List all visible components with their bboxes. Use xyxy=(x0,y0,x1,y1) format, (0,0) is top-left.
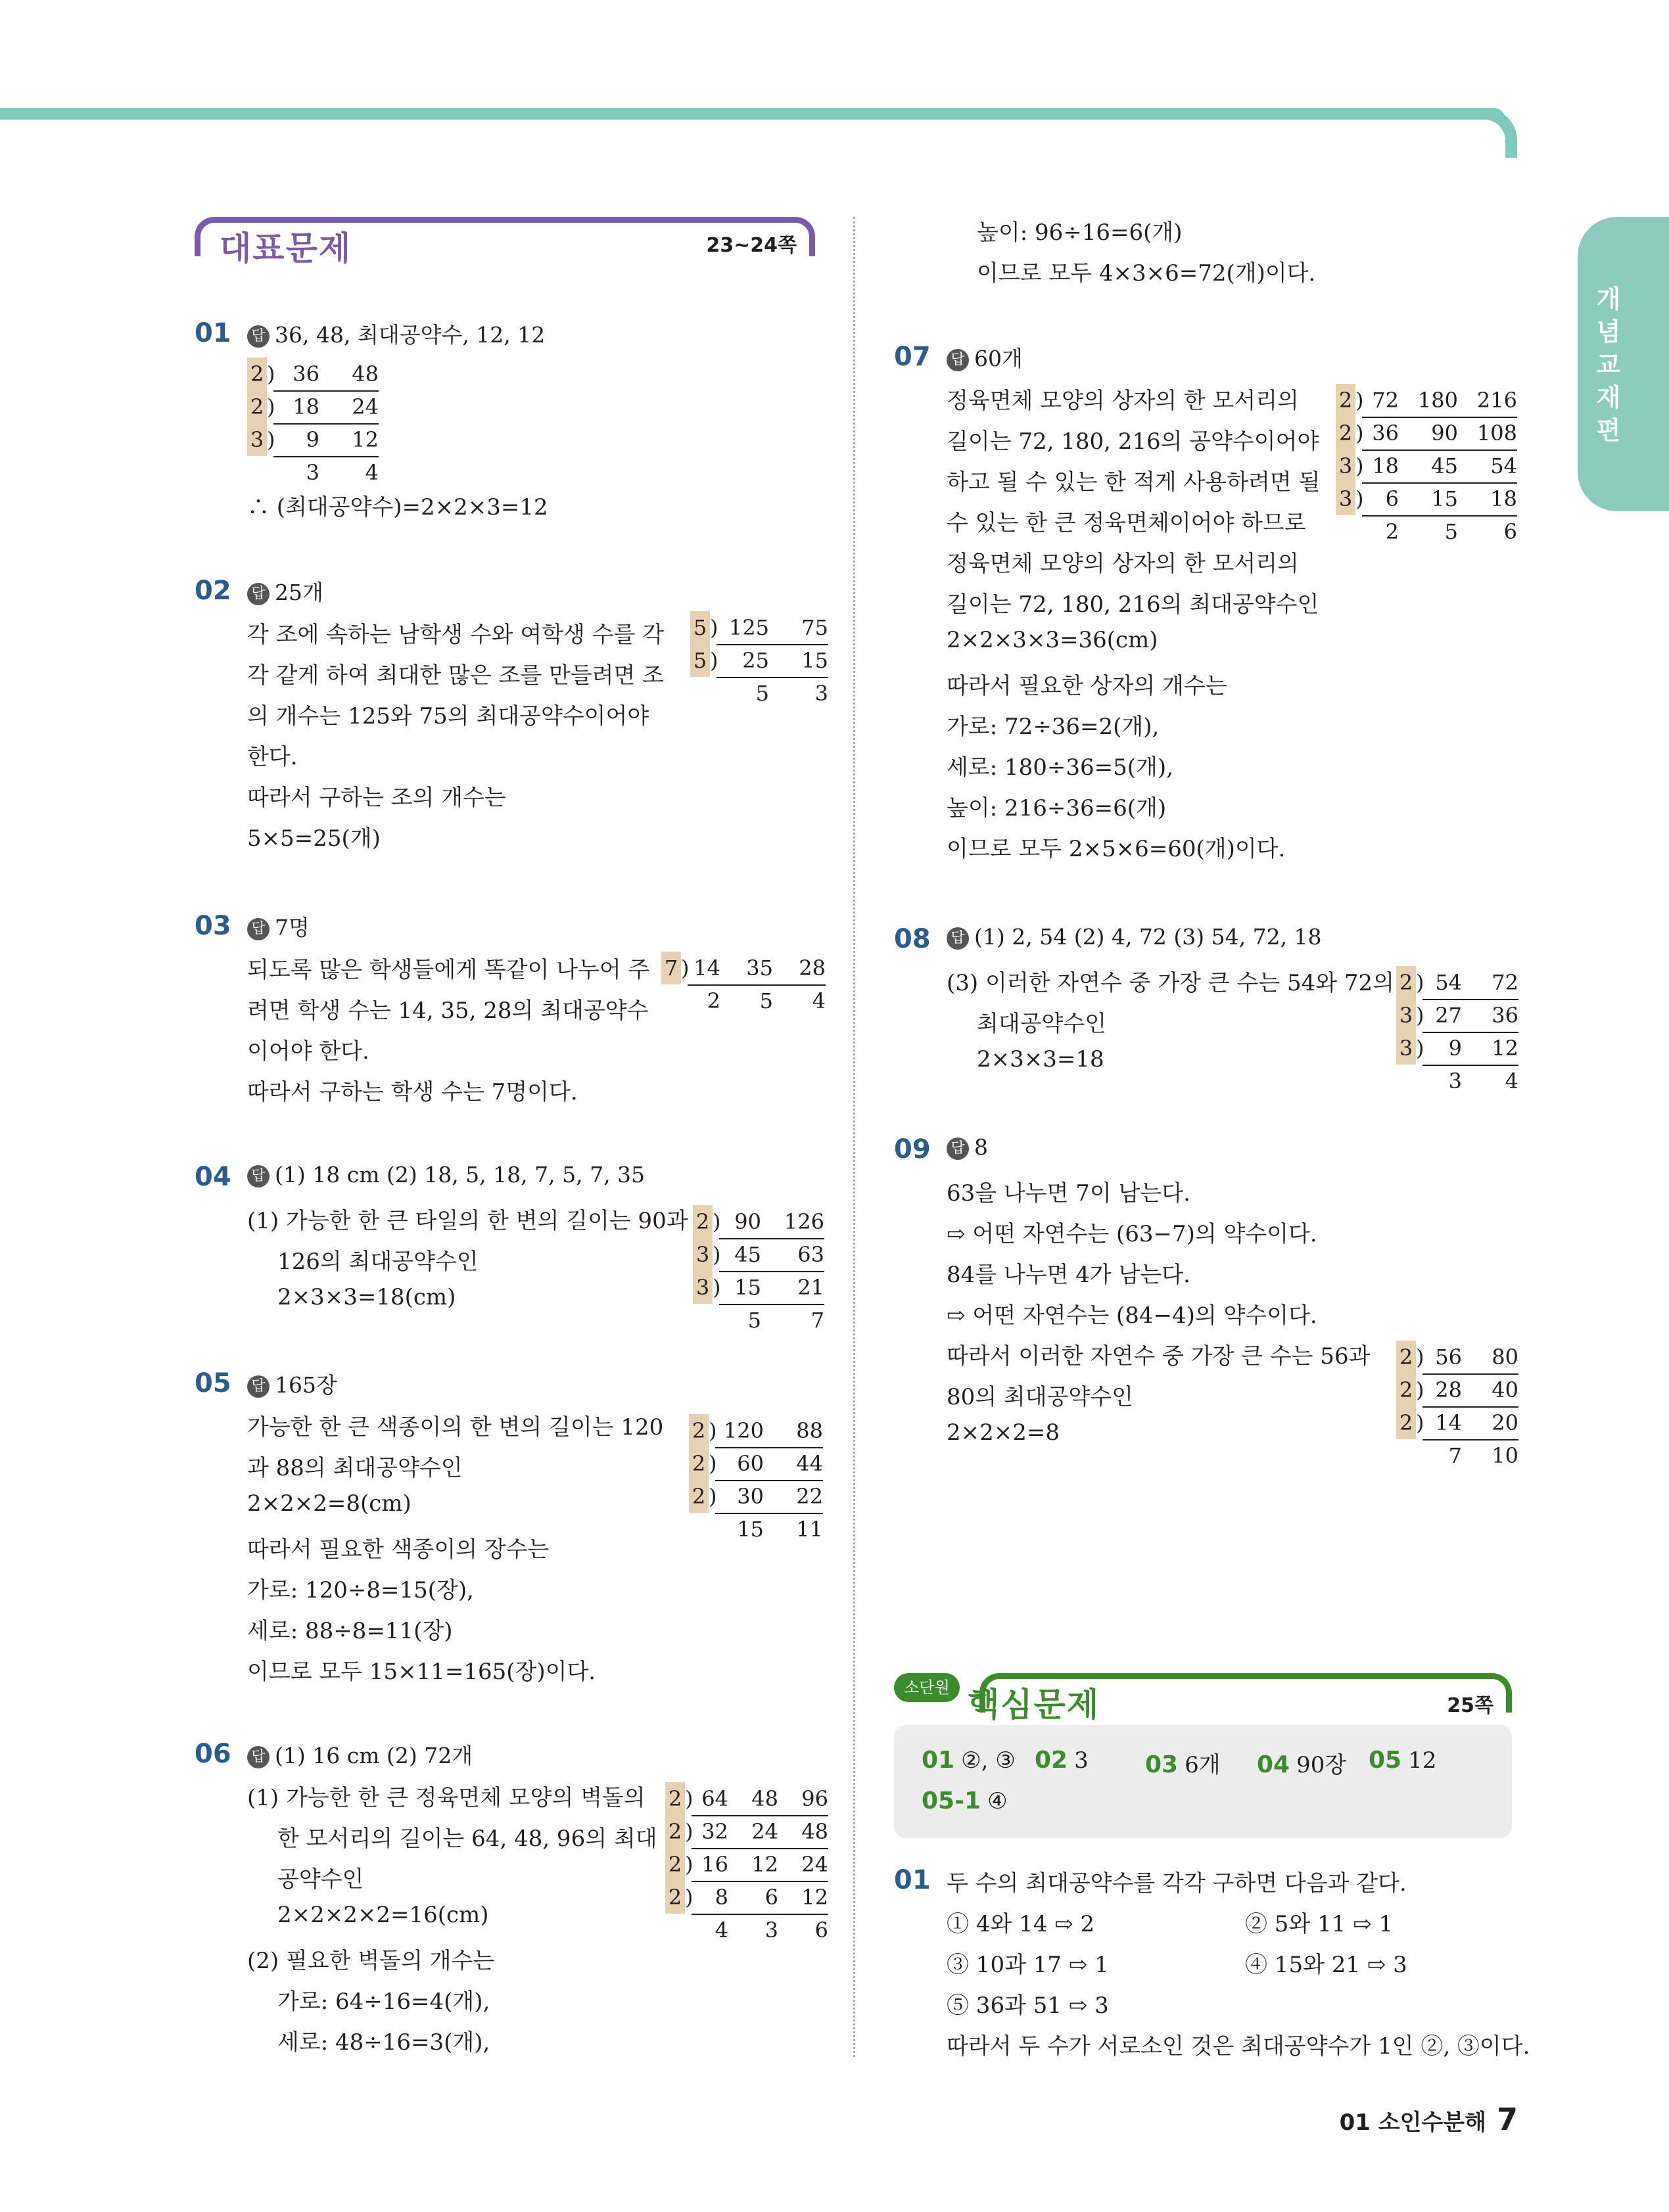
q05-line: 세로: 88÷8=11(장) xyxy=(247,1618,453,1644)
q02-division: 5 ) 125 75 5 ) 25 15 5 3 xyxy=(690,611,828,710)
q03-division: 7 ) 14 35 28 2 5 4 xyxy=(661,952,826,1017)
q03-number: 03 xyxy=(195,911,231,941)
q09-line: 2×2×2=8 xyxy=(947,1419,1060,1446)
q05-number: 05 xyxy=(195,1368,231,1398)
q04-line: 126의 최대공약수인 xyxy=(277,1249,479,1275)
right-section-header xyxy=(894,1673,1512,1724)
q02-number: 02 xyxy=(195,576,231,606)
q08-line: 2×3×3=18 xyxy=(977,1046,1104,1072)
page-number: 7 xyxy=(1496,2102,1518,2137)
q08-line: 최대공약수인 xyxy=(977,1011,1107,1037)
q07-line: 따라서 필요한 상자의 개수는 xyxy=(947,673,1227,699)
core-answer: 05 12 xyxy=(1369,1747,1437,1774)
q08-line: (3) 이러한 자연수 중 가장 큰 수는 54와 72의 xyxy=(947,970,1394,996)
q06-cont-line: 이므로 모두 4×3×6=72(개)이다. xyxy=(977,260,1316,287)
q05-division: 2 ) 120 88 2 ) 60 44 2 ) 30 22 15 11 xyxy=(689,1414,823,1546)
q09-line: ⇨ 어떤 자연수는 (63−7)의 약수이다. xyxy=(947,1221,1317,1247)
q01-division: 2 ) 36 48 2 ) 18 24 3 ) 9 12 3 4 xyxy=(247,357,379,489)
core-q01-item: ③ 10과 17 ⇨ 1 xyxy=(947,1952,1109,1978)
core-q01-item: ⑤ 36과 51 ⇨ 3 xyxy=(947,1993,1109,2019)
core-q01-number: 01 xyxy=(894,1865,931,1895)
core-q01-item: ④ 15와 21 ⇨ 3 xyxy=(1245,1952,1407,1978)
q09-line: 따라서 이러한 자연수 중 가장 큰 수는 56과 xyxy=(947,1343,1371,1370)
q06-line: (2) 필요한 벽돌의 개수는 xyxy=(247,1948,495,1974)
page-footer xyxy=(1340,2102,1518,2137)
q09-division: 2 ) 56 80 2 ) 28 40 2 ) 14 20 7 10 xyxy=(1396,1341,1518,1472)
q09-line: 84를 나누면 4가 남는다. xyxy=(947,1262,1190,1288)
core-answer: 04 90장 xyxy=(1257,1751,1347,1778)
q08-answer: 답 (1) 2, 54 (2) 4, 72 (3) 54, 72, 18 xyxy=(947,924,1322,950)
answer-badge-icon: 답 xyxy=(947,349,969,371)
q07-line: 길이는 72, 180, 216의 공약수이어야 xyxy=(947,428,1319,455)
left-section-header xyxy=(195,217,815,267)
core-q01-item: ① 4와 14 ⇨ 2 xyxy=(947,1911,1095,1937)
q02-line: 각 같게 하여 최대한 많은 조를 만들려면 조 xyxy=(247,662,664,689)
q02-line: 각 조에 속하는 남학생 수와 여학생 수를 각 xyxy=(247,622,664,648)
q07-line: 길이는 72, 180, 216의 최대공약수인 xyxy=(947,591,1319,618)
q04-division: 2 ) 90 126 3 ) 45 63 3 ) 15 21 5 7 xyxy=(693,1205,824,1337)
section-page: 25쪽 xyxy=(1447,1694,1493,1717)
section-title: 핵심문제 xyxy=(968,1686,1100,1724)
q07-line: 가로: 72÷36=2(개), xyxy=(947,714,1160,740)
q08-division: 2 ) 54 72 3 ) 27 36 3 ) 9 12 3 4 xyxy=(1396,966,1518,1097)
q05-line: 따라서 필요한 색종이의 장수는 xyxy=(247,1536,550,1563)
q05-line: 과 88의 최대공약수인 xyxy=(247,1455,463,1481)
q01-line: ∴ (최대공약수)=2×2×3=12 xyxy=(247,494,548,520)
q04-number: 04 xyxy=(195,1162,231,1192)
answer-badge-icon: 답 xyxy=(247,1746,270,1768)
q06-line: 공약수인 xyxy=(277,1866,364,1893)
side-tab-label: 개념교재편 xyxy=(1596,285,1621,445)
q06-line: 세로: 48÷16=3(개), xyxy=(277,2029,490,2056)
section-page: 23~24쪽 xyxy=(706,234,797,257)
q03-line: 따라서 구하는 학생 수는 7명이다. xyxy=(247,1079,578,1105)
q02-line: 5×5=25(개) xyxy=(247,825,381,852)
q06-answer: 답 (1) 16 cm (2) 72개 xyxy=(247,1739,473,1770)
answer-badge-icon: 답 xyxy=(247,325,270,348)
answer-badge-icon: 답 xyxy=(247,583,270,605)
q05-line: 이므로 모두 15×11=165(장)이다. xyxy=(247,1659,596,1685)
top-bar xyxy=(0,108,1505,120)
q09-number: 09 xyxy=(894,1134,931,1164)
answer-badge-icon: 답 xyxy=(947,1138,969,1160)
q01-answer xyxy=(247,318,545,349)
q06-division: 2 ) 64 48 96 2 ) 32 24 48 2 ) 16 12 24 2 ) 8 6 12 4 3 6 xyxy=(665,1782,828,1947)
core-answer: 03 6개 xyxy=(1145,1751,1221,1778)
core-q01-conclusion: 따라서 두 수가 서로소인 것은 최대공약수가 1인 ②, ③이다. xyxy=(947,2033,1530,2060)
q06-line: 2×2×2×2=16(cm) xyxy=(277,1902,489,1928)
q06-cont-line: 높이: 96÷16=6(개) xyxy=(977,219,1183,246)
side-tab xyxy=(1578,217,1669,511)
answer-badge-icon: 답 xyxy=(247,1375,270,1398)
q04-line: (1) 가능한 한 큰 타일의 한 변의 길이는 90과 xyxy=(247,1208,688,1234)
q08-number: 08 xyxy=(894,924,931,954)
q05-line: 2×2×2=8(cm) xyxy=(247,1490,411,1517)
q06-line: 가로: 64÷16=4(개), xyxy=(277,1989,490,2015)
q01-number: 01 xyxy=(195,318,231,348)
section-title: 대표문제 xyxy=(220,229,352,267)
q06-number: 06 xyxy=(195,1739,231,1769)
q07-number: 07 xyxy=(894,342,931,372)
q04-answer: 답 (1) 18 cm (2) 18, 5, 18, 7, 5, 7, 35 xyxy=(247,1162,645,1187)
q03-line: 되도록 많은 학생들에게 똑같이 나누어 주 xyxy=(247,957,650,983)
core-answer: 02 3 xyxy=(1035,1747,1089,1774)
q02-answer: 답 25개 xyxy=(247,576,323,607)
q07-line: 높이: 216÷36=6(개) xyxy=(947,795,1167,821)
q07-line: 하고 될 수 있는 한 적게 사용하려면 될 xyxy=(947,469,1321,495)
core-answer: 01 ②, ③ xyxy=(922,1747,1016,1774)
q07-answer: 답 60개 xyxy=(947,342,1023,373)
q07-line: 수 있는 한 큰 정육면체이어야 하므로 xyxy=(947,510,1306,536)
q01-answer-text: 36, 48, 최대공약수, 12, 12 xyxy=(275,322,546,348)
q06-line: 한 모서리의 길이는 64, 48, 96의 최대 xyxy=(277,1826,657,1852)
answer-badge-icon: 답 xyxy=(947,927,969,950)
q07-line: 정육면체 모양의 상자의 한 모서리의 xyxy=(947,551,1299,577)
q04-line: 2×3×3=18(cm) xyxy=(277,1284,456,1310)
answer-badge-icon: 답 xyxy=(247,918,270,940)
footer-chapter: 01 소인수분해 xyxy=(1339,2109,1486,2136)
core-q01-intro: 두 수의 최대공약수를 각각 구하면 다음과 같다. xyxy=(947,1870,1407,1897)
q05-line: 가능한 한 큰 색종이의 한 변의 길이는 120 xyxy=(247,1414,664,1440)
q02-line: 따라서 구하는 조의 개수는 xyxy=(247,785,506,811)
q03-line: 이어야 한다. xyxy=(247,1038,369,1065)
q03-answer: 답 7명 xyxy=(247,911,310,942)
q07-division: 2 ) 72 180 216 2 ) 36 90 108 3 ) 18 45 54 3 ) 6 15 18 2 5 6 xyxy=(1336,384,1517,548)
q05-answer: 답 165장 xyxy=(247,1368,337,1399)
top-bar-curve xyxy=(1478,108,1517,158)
q09-line: 80의 최대공약수인 xyxy=(947,1384,1133,1410)
section-badge: 소단원 xyxy=(894,1673,960,1702)
q07-line: 이므로 모두 2×5×6=60(개)이다. xyxy=(947,836,1286,862)
q02-line: 한다. xyxy=(247,744,298,770)
q06-line: (1) 가능한 한 큰 정육면체 모양의 벽돌의 xyxy=(247,1785,646,1811)
core-q01-item: ② 5와 11 ⇨ 1 xyxy=(1245,1911,1394,1937)
answer-badge-icon: 답 xyxy=(247,1165,270,1187)
q09-answer: 답 8 xyxy=(947,1134,988,1160)
core-answer: 05-1 ④ xyxy=(922,1787,1008,1814)
q07-line: 정육면체 모양의 상자의 한 모서리의 xyxy=(947,388,1299,414)
q02-line: 의 개수는 125와 75의 최대공약수이어야 xyxy=(247,703,649,729)
q09-line: ⇨ 어떤 자연수는 (84−4)의 약수이다. xyxy=(947,1302,1317,1329)
column-divider xyxy=(853,217,855,2057)
q09-line: 63을 나누면 7이 남는다. xyxy=(947,1180,1190,1207)
q05-line: 가로: 120÷8=15(장), xyxy=(247,1577,474,1603)
q07-line: 세로: 180÷36=5(개), xyxy=(947,754,1173,781)
core-answer-box xyxy=(894,1725,1512,1838)
q03-line: 려면 학생 수는 14, 35, 28의 최대공약수 xyxy=(247,998,649,1024)
q07-line: 2×2×3×3=36(cm) xyxy=(947,627,1158,653)
